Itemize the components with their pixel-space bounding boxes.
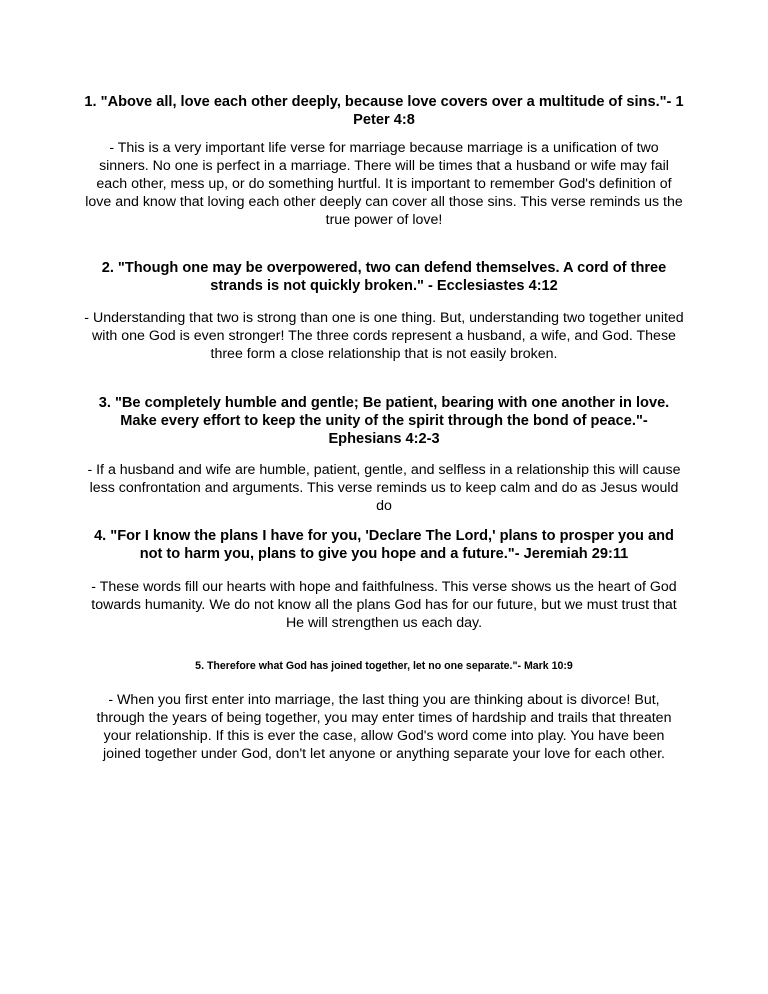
verse-4-reflection: - These words fill our hearts with hope and faithfulness. This verse shows us the heart of God towards humanity. We do not know all the plans God has for our future, but we must trust that He will strengthen us each day. xyxy=(91,579,677,631)
verse-5-heading: 5. Therefore what God has joined together, let no one separate."- Mark 10:9 xyxy=(195,660,573,672)
verse-5-reflection: - When you first enter into marriage, the last thing you are thinking about is divorce! But, through the years of being together, you may enter times of hardship and trails that threaten your relationship. If this is ever the case, allow God's word come into play. You have been joined together under God, don't let anyone or anything separate your love for each other. xyxy=(96,692,672,762)
verse-1-heading: 1. "Above all, love each other deeply, because love covers over a multitude of sins."- 1 Peter 4:8 xyxy=(84,94,684,128)
verse-1-reflection: - This is a very important life verse for marriage because marriage is a unification of two sinners. No one is perfect in a marriage. There will be times that a husband or wife may fail each other, mess up, or do something hurtful. It is important to remember God's definition of love and know that loving each other deeply can cover all those sins. This verse reminds us the true power of love! xyxy=(85,140,683,228)
verse-2-reflection: - Understanding that two is strong than one is one thing. But, understanding two together united with one God is even stronger! The three cords represent a husband, a wife, and God. These three form a close relationship that is not easily broken. xyxy=(84,310,684,362)
verse-3-heading: 3. "Be completely humble and gentle; Be patient, bearing with one another in love. Make every effort to keep the unity of the spirit through the bond of peace."- Ephesians 4:2-3 xyxy=(98,395,670,447)
verse-3-reflection: - If a husband and wife are humble, patient, gentle, and selfless in a relationship this will cause less confrontation and arguments. This verse reminds us to keep calm and do as Jesus would do xyxy=(87,462,681,514)
verse-2-heading: 2. "Though one may be overpowered, two can defend themselves. A cord of three strands is not quickly broken." - Ecclesiastes 4:12 xyxy=(101,260,667,294)
verse-4-heading: 4. "For I know the plans I have for you, 'Declare The Lord,' plans to prosper you and not to harm you, plans to give you hope and a future."- Jeremiah 29:11 xyxy=(94,528,674,562)
